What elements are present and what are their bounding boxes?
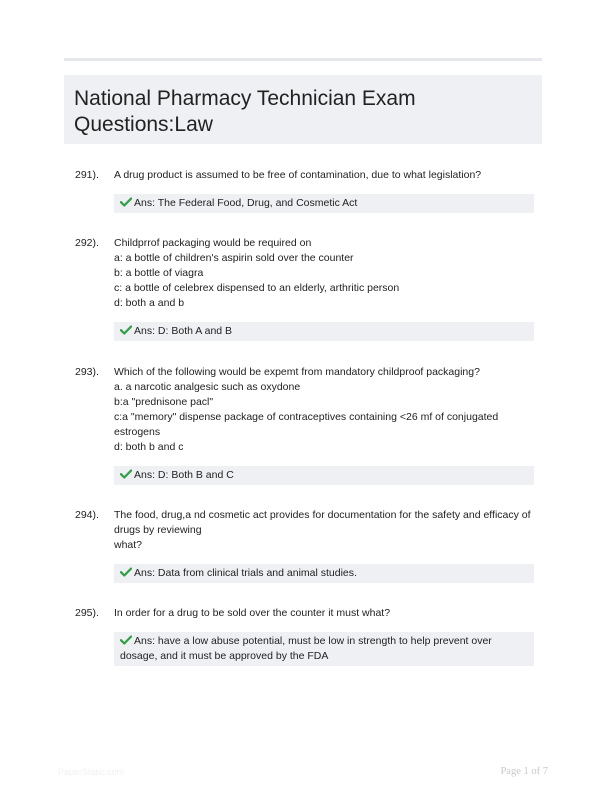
check-icon [120, 567, 132, 577]
check-icon [120, 635, 132, 645]
question-line: The food, drug,a nd cosmetic act provides for documentation for the safety and efficacy of drugs by reviewing [114, 509, 531, 536]
question-text [114, 236, 534, 311]
question-number: 291). [75, 169, 99, 181]
answer-box [114, 322, 534, 341]
question-line: what? [114, 539, 143, 551]
question-number: 295). [75, 607, 99, 619]
footer-watermark: PaperStatic.com [58, 767, 125, 777]
answer-text: Ans: have a low abuse potential, must be low in strength to help prevent over dosage, and it must be approved by the FDA [120, 635, 492, 662]
option-line: b:a "prednisone pacl" [114, 396, 214, 408]
question-text [114, 606, 534, 621]
option-line: d: both a and b [114, 297, 185, 309]
question-line: A drug product is assumed to be free of contamination, due to what legislation? [114, 169, 482, 181]
option-line: c: a bottle of celebrex dispensed to an elderly, arthritic person [114, 282, 400, 294]
page-title: National Pharmacy Technician Exam Questions:Law [74, 87, 416, 136]
question-text [114, 365, 534, 455]
check-icon [120, 197, 132, 207]
answer-box [114, 564, 534, 583]
option-line: a: a bottle of children's aspirin sold over the counter [114, 252, 354, 264]
question-line: Childprrof packaging would be required on [114, 237, 312, 249]
question-number: 292). [75, 237, 99, 249]
title-banner [64, 75, 542, 144]
question-line: Which of the following would be expemt from mandatory childproof packaging? [114, 366, 480, 378]
answer-text: Ans: The Federal Food, Drug, and Cosmetic Act [134, 197, 358, 209]
question-number: 294). [75, 509, 99, 521]
question-text [114, 508, 534, 553]
answer-box [114, 194, 534, 213]
answer-text: Ans: D: Both B and C [134, 469, 234, 481]
answer-text: Ans: D: Both A and B [134, 325, 233, 337]
answer-box [114, 466, 534, 485]
answer-box [114, 632, 534, 666]
option-line: c:a "memory" dispense package of contraceptives containing <26 mf of conjugated estrogens [114, 411, 499, 438]
top-divider [64, 58, 542, 61]
answer-text: Ans: Data from clinical trials and animal studies. [134, 567, 357, 579]
option-line: d: both b and c [114, 441, 184, 453]
check-icon [120, 469, 132, 479]
question-text [114, 168, 534, 183]
question-line: In order for a drug to be sold over the counter it must what? [114, 607, 391, 619]
page-number: Page 1 of 7 [500, 766, 548, 777]
check-icon [120, 325, 132, 335]
option-line: b: a bottle of viagra [114, 267, 204, 279]
question-number: 293). [75, 366, 99, 378]
option-line: a. a narcotic analgesic such as oxydone [114, 381, 301, 393]
